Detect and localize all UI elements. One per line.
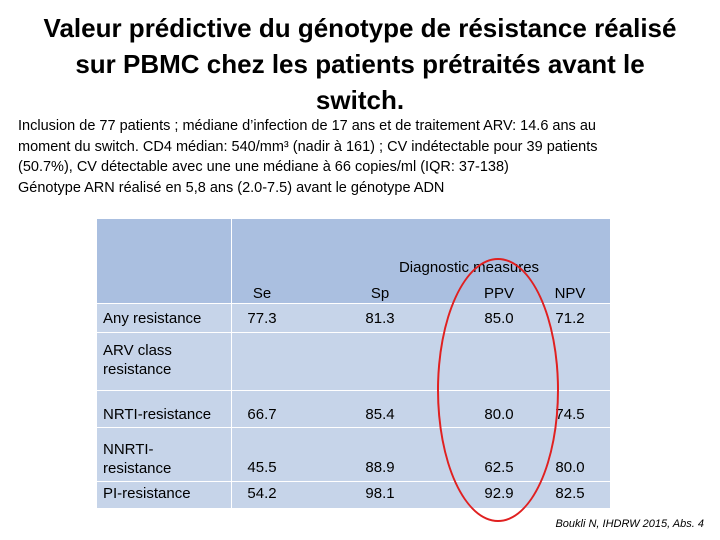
citation: Boukli N, IHDRW 2015, Abs. 4	[555, 518, 704, 530]
group-header: Diagnostic measures	[398, 259, 540, 276]
table-cell: 62.5	[484, 459, 514, 476]
row-label-any-resistance: Any resistance	[103, 310, 202, 327]
table-cell: 98.1	[365, 485, 395, 502]
column-header-sp: Sp	[370, 285, 390, 302]
table-cell: 54.2	[247, 485, 277, 502]
row-label-nrti: NRTI-resistance	[103, 406, 212, 423]
table-cell: 71.2	[555, 310, 585, 327]
row-label-arv-class: ARV class resistance	[103, 342, 172, 378]
title-line-2: sur PBMC chez les patients prétraités avant le	[75, 49, 645, 79]
table-cell: 88.9	[365, 459, 395, 476]
table-cell: 85.4	[365, 406, 395, 423]
table-cell: 81.3	[365, 310, 395, 327]
title-line-1: Valeur prédictive du génotype de résistance réalisé	[43, 13, 677, 43]
row-label-nnrti: NNRTI-resistance	[103, 441, 172, 477]
slide-title	[0, 10, 720, 118]
table-cell: 85.0	[484, 310, 514, 327]
intro-line-2: moment du switch. CD4 médian: 540/mm³ (nadir à 161) ; CV indétectable pour 39 patients	[18, 138, 598, 155]
column-header-se: Se	[252, 285, 272, 302]
intro-line-4: Génotype ARN réalisé en 5,8 ans (2.0-7.5) avant le génotype ADN	[18, 179, 445, 196]
row-label-pi: PI-resistance	[103, 485, 191, 502]
table-cell: 77.3	[247, 310, 277, 327]
table-cell: 80.0	[484, 406, 514, 423]
intro-line-1: Inclusion de 77 patients ; médiane d’infection de 17 ans et de traitement ARV: 14.6 ans au	[18, 118, 596, 134]
table-cell: 82.5	[555, 485, 585, 502]
table-cell: 74.5	[555, 406, 585, 423]
title-line-3: switch.	[315, 85, 405, 115]
table-cell: 92.9	[484, 485, 514, 502]
table-cell: 80.0	[555, 459, 585, 476]
intro-line-3: (50.7%), CV détectable avec une une médiane à 66 copies/ml (IQR: 37-138)	[18, 159, 509, 175]
table-cell: 45.5	[247, 459, 277, 476]
table-cell: 66.7	[247, 406, 277, 423]
column-header-ppv: PPV	[483, 285, 514, 302]
column-header-npv: NPV	[554, 285, 586, 302]
ppv-highlight-ellipse	[437, 258, 559, 522]
intro-text	[18, 116, 698, 198]
